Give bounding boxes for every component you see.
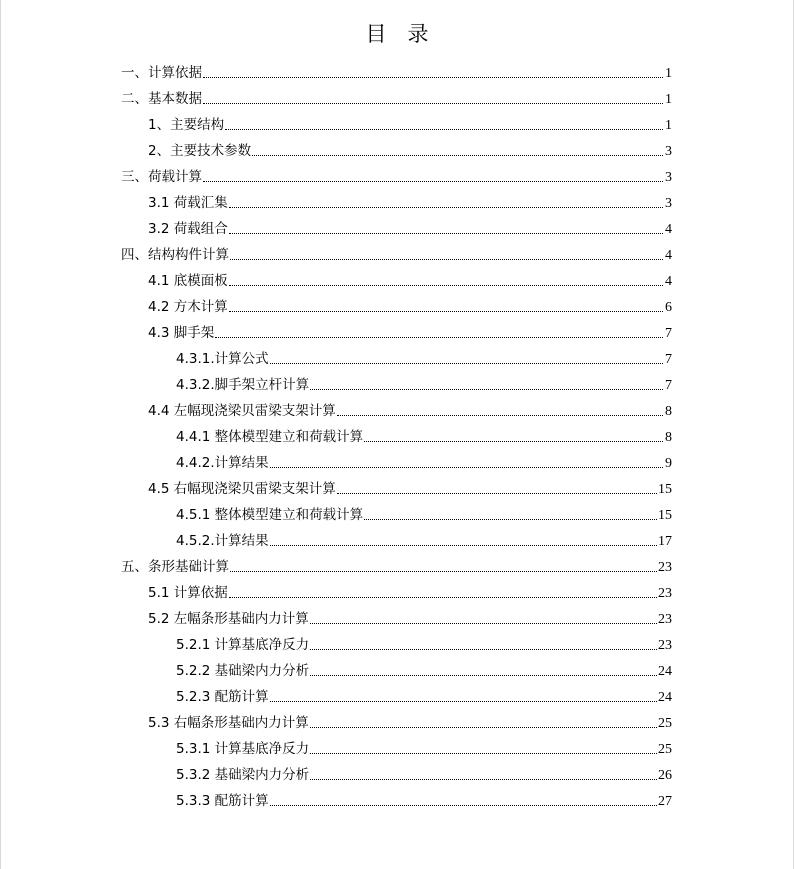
toc-entry-label: 5.3 右幅条形基础内力计算 [148,715,309,731]
toc-entry-page: 8 [665,430,672,445]
toc-dot-leader [270,466,663,468]
toc-entry[interactable] [0,134,794,160]
toc-entry-label: 5.2.3 配筋计算 [176,689,269,705]
toc-entry-page: 25 [658,742,672,757]
toc-dot-leader [203,180,663,182]
toc-dot-leader [310,726,657,728]
toc-entry-label: 3.2 荷载组合 [148,221,228,237]
toc-entry-page: 1 [665,118,672,133]
toc-entry[interactable] [0,602,794,628]
toc-entry-label: 三、荷载计算 [121,169,202,185]
toc-entry[interactable] [0,394,794,420]
toc-dot-leader [337,492,657,494]
toc-entry[interactable] [0,524,794,550]
toc-entry-page: 3 [665,170,672,185]
toc-entry[interactable] [0,186,794,212]
toc-dot-leader [310,388,663,390]
toc-entry-page: 15 [658,482,672,497]
toc-entry-label: 4.1 底模面板 [148,273,228,289]
toc-entry-label: 4.3.1.计算公式 [176,351,269,367]
toc-dot-leader [310,648,657,650]
toc-entry[interactable] [0,732,794,758]
toc-dot-leader [252,154,663,156]
toc-dot-leader [310,752,657,754]
toc-entry-page: 7 [665,326,672,341]
toc-entry[interactable] [0,368,794,394]
toc-entry-page: 4 [665,222,672,237]
toc-entry-page: 24 [658,690,672,705]
toc-dot-leader [229,596,657,598]
toc-dot-leader [230,258,663,260]
toc-dot-leader [203,76,663,78]
toc-entry-label: 4.4 左幅现浇梁贝雷梁支架计算 [148,403,336,419]
toc-entry-label: 3.1 荷载汇集 [148,195,228,211]
toc-dot-leader [270,544,657,546]
toc-entry-page: 24 [658,664,672,679]
toc-entry[interactable] [0,212,794,238]
toc-entry[interactable] [0,472,794,498]
toc-entry-label: 5.2 左幅条形基础内力计算 [148,611,309,627]
toc-entry[interactable] [0,82,794,108]
toc-title: 目 录 [365,22,429,46]
toc-entry-page: 9 [665,456,672,471]
toc-entry-page: 23 [658,612,672,627]
toc-entry-page: 4 [665,274,672,289]
toc-dot-leader [337,414,663,416]
toc-entry-page: 23 [658,560,672,575]
toc-entry[interactable] [0,628,794,654]
toc-entry[interactable] [0,264,794,290]
toc-entry[interactable] [0,680,794,706]
toc-entry-label: 4.5.2.计算结果 [176,533,269,549]
toc-dot-leader [364,518,657,520]
toc-dot-leader [225,128,663,130]
toc-entry[interactable] [0,108,794,134]
toc-entry-page: 1 [665,66,672,81]
toc-dot-leader [215,336,663,338]
toc-dot-leader [310,622,657,624]
toc-entry-page: 4 [665,248,672,263]
toc-entry-page: 1 [665,92,672,107]
toc-entry[interactable] [0,446,794,472]
toc-entry-label: 2、主要技术参数 [148,143,252,159]
toc-entry-page: 23 [658,586,672,601]
toc-entry[interactable] [0,758,794,784]
toc-entry[interactable] [0,290,794,316]
toc-entry[interactable] [0,550,794,576]
toc-entry-label: 5.3.3 配筋计算 [176,793,269,809]
toc-entry[interactable] [0,654,794,680]
toc-entry-page: 25 [658,716,672,731]
toc-entry-page: 6 [665,300,672,315]
toc-entry[interactable] [0,342,794,368]
toc-list [0,56,794,810]
toc-entry-label: 四、结构构件计算 [121,247,229,263]
toc-entry-page: 23 [658,638,672,653]
toc-dot-leader [364,440,663,442]
toc-entry-label: 5.1 计算依据 [148,585,228,601]
toc-entry[interactable] [0,784,794,810]
toc-entry[interactable] [0,56,794,82]
toc-entry-page: 17 [658,534,672,549]
toc-entry-label: 二、基本数据 [121,91,202,107]
toc-entry-page: 8 [665,404,672,419]
toc-entry-label: 一、计算依据 [121,65,202,81]
toc-dot-leader [229,284,663,286]
toc-entry-page: 3 [665,196,672,211]
toc-dot-leader [310,674,657,676]
toc-entry[interactable] [0,238,794,264]
toc-entry-label: 4.4.1 整体模型建立和荷载计算 [176,429,364,445]
toc-entry-label: 5.2.2 基础梁内力分析 [176,663,310,679]
toc-entry-label: 4.4.2.计算结果 [176,455,269,471]
toc-entry[interactable] [0,498,794,524]
toc-entry-page: 7 [665,378,672,393]
toc-entry-page: 27 [658,794,672,809]
toc-entry-page: 7 [665,352,672,367]
toc-entry-page: 3 [665,144,672,159]
toc-entry-label: 4.5 右幅现浇梁贝雷梁支架计算 [148,481,336,497]
toc-entry-label: 5.3.2 基础梁内力分析 [176,767,310,783]
toc-dot-leader [270,700,657,702]
toc-dot-leader [310,778,657,780]
toc-entry-label: 5.2.1 计算基底净反力 [176,637,310,653]
toc-entry-label: 4.3.2.脚手架立杆计算 [176,377,310,393]
toc-dot-leader [229,310,663,312]
toc-entry[interactable] [0,420,794,446]
toc-entry[interactable] [0,316,794,342]
toc-dot-leader [270,362,663,364]
toc-entry-label: 五、条形基础计算 [121,559,229,575]
toc-entry-label: 5.3.1 计算基底净反力 [176,741,310,757]
toc-entry-label: 4.2 方木计算 [148,299,228,315]
toc-entry[interactable] [0,576,794,602]
toc-entry-label: 1、主要结构 [148,117,225,133]
toc-entry-page: 15 [658,508,672,523]
toc-entry-label: 4.5.1 整体模型建立和荷载计算 [176,507,364,523]
toc-dot-leader [230,570,657,572]
toc-dot-leader [270,804,657,806]
toc-dot-leader [229,206,663,208]
toc-dot-leader [229,232,663,234]
toc-entry-label: 4.3 脚手架 [148,325,215,341]
toc-entry[interactable] [0,706,794,732]
toc-entry[interactable] [0,160,794,186]
toc-dot-leader [203,102,663,104]
toc-entry-page: 26 [658,768,672,783]
